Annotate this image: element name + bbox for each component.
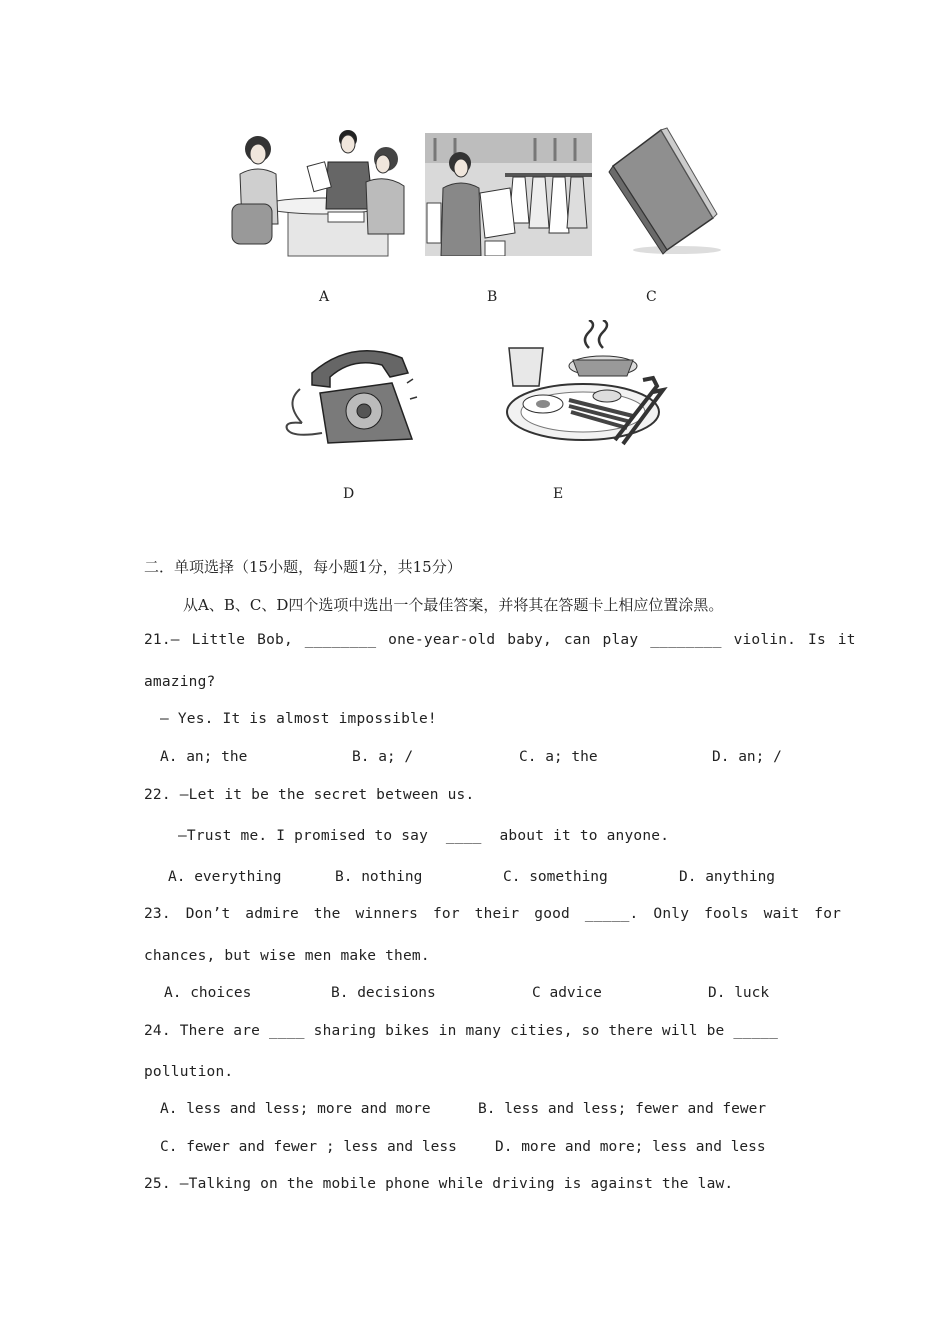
question-21-reply: — Yes. It is almost impossible! <box>160 711 437 727</box>
picture-d <box>282 343 420 447</box>
question-23-option-b[interactable]: B. decisions <box>331 985 436 1001</box>
question-24-option-b[interactable]: B. less and less; fewer and fewer <box>478 1101 767 1117</box>
question-22-reply: —Trust me. I promised to say ____ about it to anyone. <box>178 828 670 844</box>
question-23-line1: 23. Don’t admire the winners for their good _____. Only fools wait for <box>144 906 842 922</box>
book-icon <box>605 126 723 256</box>
question-21-line1: 21.— Little Bob, ________ one-year-old baby, can play ________ violin. Is it <box>144 632 856 648</box>
picture-e-label: E <box>553 486 564 502</box>
picture-c <box>605 126 723 256</box>
picture-d-label: D <box>343 486 355 502</box>
picture-c-label: C <box>646 289 657 305</box>
question-24-option-c[interactable]: C. fewer and fewer ; less and less <box>160 1139 457 1155</box>
office-meeting-icon <box>228 124 408 258</box>
telephone-icon <box>282 343 420 447</box>
question-22-option-b[interactable]: B. nothing <box>335 869 423 885</box>
question-21-option-a[interactable]: A. an; the <box>160 749 248 765</box>
section-title: 二．单项选择（15小题，每小题1分，共15分） <box>144 558 462 576</box>
question-23-option-a[interactable]: A. choices <box>164 985 252 1001</box>
picture-a-label: A <box>319 289 330 305</box>
question-21-line2: amazing? <box>144 674 216 690</box>
question-24-line1: 24. There are ____ sharing bikes in many cities, so there will be _____ <box>144 1023 779 1039</box>
question-22-option-d[interactable]: D. anything <box>679 869 776 885</box>
picture-a <box>228 124 408 258</box>
question-21-option-d[interactable]: D. an; / <box>712 749 782 765</box>
question-21-option-b[interactable]: B. a; / <box>352 749 414 765</box>
question-24-line2: pollution. <box>144 1064 234 1080</box>
breakfast-plate-icon <box>503 320 671 448</box>
question-24-option-d[interactable]: D. more and more; less and less <box>495 1139 766 1155</box>
clothes-shopping-icon <box>425 133 592 256</box>
question-24-option-a[interactable]: A. less and less; more and more <box>160 1101 431 1117</box>
section-instruction: 从A、B、C、D四个选项中选出一个最佳答案，并将其在答题卡上相应位置涂黑。 <box>183 596 724 614</box>
question-22-option-a[interactable]: A. everything <box>168 869 282 885</box>
question-23-option-c[interactable]: C advice <box>532 985 602 1001</box>
question-23-option-d[interactable]: D. luck <box>708 985 770 1001</box>
question-21-option-c[interactable]: C. a; the <box>519 749 598 765</box>
question-23-line2: chances, but wise men make them. <box>144 948 430 964</box>
question-22-line1: 22. —Let it be the secret between us. <box>144 787 475 803</box>
question-22-option-c[interactable]: C. something <box>503 869 608 885</box>
picture-b-label: B <box>487 289 498 305</box>
question-25-line1: 25. —Talking on the mobile phone while driving is against the law. <box>144 1176 734 1192</box>
picture-b <box>425 133 592 256</box>
picture-e <box>503 320 671 448</box>
